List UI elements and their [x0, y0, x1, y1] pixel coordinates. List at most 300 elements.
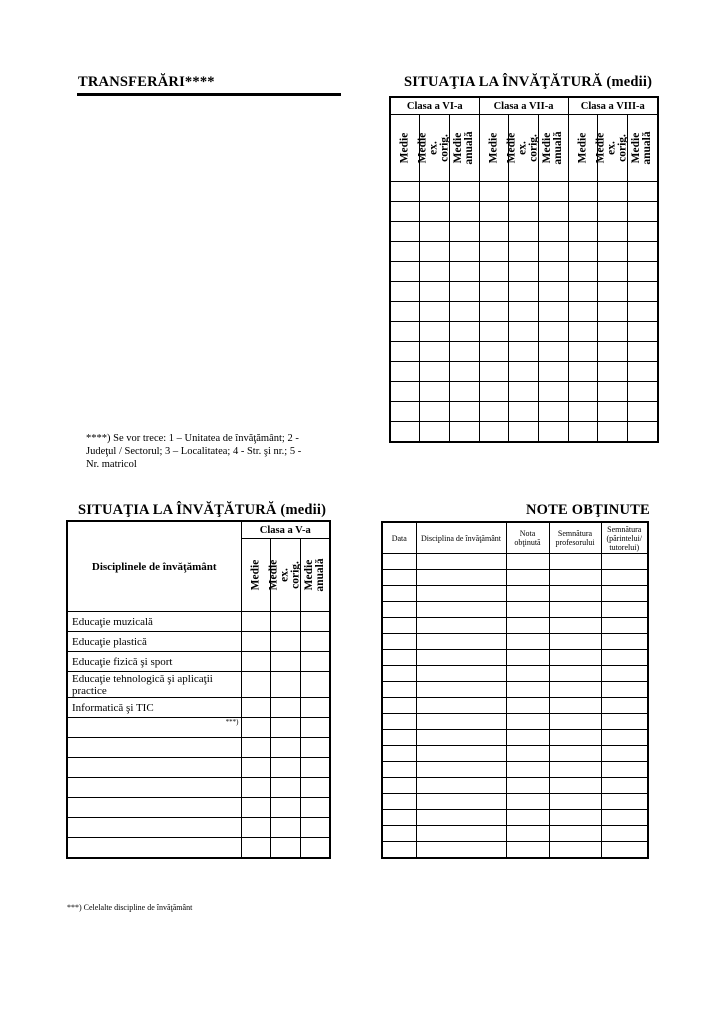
blank-cell [601, 778, 648, 794]
subject-name [67, 758, 241, 778]
grade-cell [241, 632, 270, 652]
blank-cell [416, 826, 506, 842]
col-header-grade: Nota obţinută [506, 522, 549, 554]
blank-cell [508, 402, 538, 422]
blank-cell [479, 362, 508, 382]
blank-cell [568, 402, 597, 422]
blank-row [382, 714, 648, 730]
blank-cell [449, 342, 479, 362]
grade-cell [300, 698, 330, 718]
blank-cell [568, 182, 597, 202]
blank-cell [549, 826, 601, 842]
blank-row [390, 402, 658, 422]
blank-cell [419, 382, 449, 402]
blank-row [382, 586, 648, 602]
blank-cell [382, 826, 416, 842]
col-header-medie-anuala: Medie anuală [538, 115, 568, 182]
subject-name: Educaţie tehnologică şi aplicaţii practice [67, 672, 241, 698]
blank-row [382, 778, 648, 794]
blank-row [67, 758, 330, 778]
blank-cell [382, 778, 416, 794]
grade-cell [270, 612, 300, 632]
blank-cell [601, 554, 648, 570]
blank-cell [601, 570, 648, 586]
blank-row [382, 666, 648, 682]
blank-cell [382, 746, 416, 762]
blank-cell [419, 262, 449, 282]
blank-cell [390, 382, 419, 402]
blank-cell [627, 362, 658, 382]
blank-cell [382, 586, 416, 602]
blank-cell [390, 242, 419, 262]
blank-cell [479, 422, 508, 442]
blank-cell [601, 842, 648, 859]
blank-cell [270, 738, 300, 758]
subject-name [67, 778, 241, 798]
blank-cell [416, 698, 506, 714]
blank-row [382, 650, 648, 666]
blank-cell [601, 634, 648, 650]
blank-cell [549, 554, 601, 570]
subject-name [67, 818, 241, 838]
blank-cell [601, 794, 648, 810]
blank-row [390, 262, 658, 282]
blank-cell [390, 282, 419, 302]
blank-cell [601, 666, 648, 682]
blank-cell [538, 222, 568, 242]
blank-cell [506, 618, 549, 634]
blank-cell [601, 714, 648, 730]
blank-cell [506, 810, 549, 826]
blank-cell [382, 570, 416, 586]
blank-cell [479, 322, 508, 342]
blank-cell [506, 682, 549, 698]
blank-cell [416, 794, 506, 810]
blank-cell [538, 242, 568, 262]
blank-cell [538, 182, 568, 202]
blank-cell [390, 402, 419, 422]
blank-cell [549, 634, 601, 650]
blank-cell [390, 202, 419, 222]
blank-row [67, 818, 330, 838]
blank-cell [568, 222, 597, 242]
blank-cell [506, 762, 549, 778]
blank-cell [506, 746, 549, 762]
blank-cell [419, 302, 449, 322]
blank-cell [479, 382, 508, 402]
blank-cell [549, 682, 601, 698]
blank-cell [419, 402, 449, 422]
blank-cell [241, 778, 270, 798]
blank-row [390, 302, 658, 322]
blank-cell [568, 242, 597, 262]
blank-cell [449, 322, 479, 342]
col-header-medie-corig: Medie ex. corig. [270, 539, 300, 612]
blank-row [382, 794, 648, 810]
blank-row [382, 570, 648, 586]
blank-cell [508, 382, 538, 402]
col-header-medie: Medie [390, 115, 419, 182]
blank-cell [538, 422, 568, 442]
blank-cell [508, 362, 538, 382]
blank-cell [382, 698, 416, 714]
blank-cell [568, 282, 597, 302]
blank-cell [479, 202, 508, 222]
blank-cell [597, 422, 627, 442]
blank-cell [382, 666, 416, 682]
grade-cell [241, 652, 270, 672]
blank-cell [416, 778, 506, 794]
grade-cell [300, 672, 330, 698]
blank-cell [597, 182, 627, 202]
blank-cell [382, 794, 416, 810]
blank-cell [597, 202, 627, 222]
blank-cell [549, 602, 601, 618]
blank-cell [549, 698, 601, 714]
blank-cell [597, 402, 627, 422]
grade-cell [241, 612, 270, 632]
blank-cell [270, 798, 300, 818]
blank-cell [508, 222, 538, 242]
blank-cell [568, 382, 597, 402]
blank-cell [538, 302, 568, 322]
blank-cell [597, 342, 627, 362]
subject-column-header: Disciplinele de învăţământ [67, 521, 241, 612]
blank-cell [627, 202, 658, 222]
group-header-v: Clasa a V-a [241, 521, 330, 539]
blank-cell [479, 342, 508, 362]
blank-cell [601, 730, 648, 746]
grades-table-upper [389, 96, 659, 443]
group-header-viii: Clasa a VIII-a [568, 97, 658, 115]
blank-cell [508, 242, 538, 262]
blank-row [382, 842, 648, 859]
blank-cell [419, 242, 449, 262]
blank-cell [416, 634, 506, 650]
blank-cell [538, 202, 568, 222]
grade-cell [270, 672, 300, 698]
blank-cell [382, 842, 416, 859]
blank-cell [601, 810, 648, 826]
blank-row [382, 730, 648, 746]
blank-cell [419, 282, 449, 302]
grade-cell [300, 718, 330, 738]
blank-cell [568, 202, 597, 222]
blank-row [382, 810, 648, 826]
blank-cell [479, 242, 508, 262]
grade-cell [300, 652, 330, 672]
blank-cell [449, 402, 479, 422]
blank-cell [416, 714, 506, 730]
blank-cell [416, 666, 506, 682]
grade-cell [270, 652, 300, 672]
blank-cell [449, 182, 479, 202]
blank-cell [449, 302, 479, 322]
blank-cell [449, 262, 479, 282]
blank-cell [506, 778, 549, 794]
blank-row [390, 282, 658, 302]
blank-cell [601, 682, 648, 698]
blank-cell [597, 242, 627, 262]
blank-cell [300, 818, 330, 838]
blank-row [390, 202, 658, 222]
blank-cell [508, 302, 538, 322]
blank-row [390, 182, 658, 202]
blank-row [390, 322, 658, 342]
grades-table-lower [66, 520, 331, 859]
lower-footnote: ***) Celelalte discipline de învăţământ [67, 903, 193, 912]
blank-cell [479, 282, 508, 302]
blank-cell [270, 758, 300, 778]
blank-row [382, 602, 648, 618]
blank-cell [538, 342, 568, 362]
blank-cell [597, 222, 627, 242]
grade-cell [241, 698, 270, 718]
col-header-parent-signature: Semnătura (părintelui/ tutorelui) [601, 522, 648, 554]
blank-cell [568, 322, 597, 342]
blank-cell [549, 650, 601, 666]
blank-row [382, 746, 648, 762]
blank-cell [506, 826, 549, 842]
blank-cell [506, 570, 549, 586]
blank-cell [601, 586, 648, 602]
blank-cell [270, 838, 300, 858]
blank-cell [449, 382, 479, 402]
blank-cell [506, 634, 549, 650]
blank-cell [419, 202, 449, 222]
blank-cell [568, 362, 597, 382]
blank-row [67, 738, 330, 758]
blank-cell [416, 618, 506, 634]
subject-name [67, 798, 241, 818]
grade-cell [300, 632, 330, 652]
blank-cell [597, 322, 627, 342]
blank-cell [538, 362, 568, 382]
blank-cell [416, 810, 506, 826]
blank-cell [601, 746, 648, 762]
blank-cell [597, 302, 627, 322]
blank-cell [508, 422, 538, 442]
blank-row [390, 382, 658, 402]
blank-cell [382, 810, 416, 826]
col-header-medie: Medie [479, 115, 508, 182]
transfers-title: TRANSFERĂRI**** [78, 74, 215, 90]
blank-cell [568, 342, 597, 362]
blank-cell [549, 778, 601, 794]
blank-cell [449, 202, 479, 222]
blank-cell [506, 666, 549, 682]
blank-cell [549, 570, 601, 586]
blank-cell [506, 602, 549, 618]
notes-table [381, 521, 649, 859]
col-header-medie: Medie [568, 115, 597, 182]
blank-cell [627, 422, 658, 442]
blank-cell [300, 738, 330, 758]
blank-cell [241, 818, 270, 838]
blank-row [382, 682, 648, 698]
blank-cell [270, 778, 300, 798]
blank-cell [538, 382, 568, 402]
blank-cell [382, 730, 416, 746]
blank-row [390, 422, 658, 442]
blank-cell [419, 222, 449, 242]
blank-cell [479, 402, 508, 422]
col-header-medie-corig: Medie ex. corig. [419, 115, 449, 182]
subject-name: Educaţie plastică [67, 632, 241, 652]
blank-cell [241, 758, 270, 778]
blank-cell [568, 262, 597, 282]
blank-cell [601, 826, 648, 842]
col-header-teacher-signature: Semnătura profesorului [549, 522, 601, 554]
blank-cell [627, 262, 658, 282]
subject-name [67, 738, 241, 758]
blank-cell [416, 746, 506, 762]
blank-cell [390, 182, 419, 202]
col-header-medie-anuala: Medie anuală [449, 115, 479, 182]
blank-row [67, 798, 330, 818]
col-header-medie-anuala: Medie anuală [627, 115, 658, 182]
blank-cell [601, 650, 648, 666]
blank-cell [538, 322, 568, 342]
blank-cell [601, 762, 648, 778]
blank-cell [506, 794, 549, 810]
col-header-data: Data [382, 522, 416, 554]
blank-cell [506, 586, 549, 602]
blank-cell [568, 422, 597, 442]
blank-cell [382, 554, 416, 570]
blank-cell [508, 342, 538, 362]
other-subjects-marker: ***) [67, 718, 241, 738]
blank-cell [506, 714, 549, 730]
blank-cell [597, 382, 627, 402]
blank-cell [597, 262, 627, 282]
blank-cell [416, 682, 506, 698]
blank-cell [300, 778, 330, 798]
blank-cell [419, 422, 449, 442]
blank-cell [479, 182, 508, 202]
blank-cell [300, 838, 330, 858]
grade-cell [241, 718, 270, 738]
blank-cell [627, 282, 658, 302]
blank-row [390, 222, 658, 242]
blank-cell [627, 322, 658, 342]
blank-cell [300, 758, 330, 778]
blank-cell [416, 650, 506, 666]
blank-row [67, 838, 330, 858]
blank-cell [601, 602, 648, 618]
blank-cell [568, 302, 597, 322]
blank-cell [449, 242, 479, 262]
blank-cell [627, 402, 658, 422]
blank-cell [549, 730, 601, 746]
blank-cell [627, 242, 658, 262]
blank-cell [419, 362, 449, 382]
blank-cell [382, 618, 416, 634]
notes-title: NOTE OBŢINUTE [526, 502, 650, 518]
blank-cell [416, 762, 506, 778]
col-header-discipline: Disciplina de învăţământ [416, 522, 506, 554]
grade-cell [270, 632, 300, 652]
blank-cell [449, 282, 479, 302]
blank-cell [416, 554, 506, 570]
blank-cell [241, 838, 270, 858]
grade-cell [241, 672, 270, 698]
blank-cell [627, 382, 658, 402]
blank-cell [506, 650, 549, 666]
blank-cell [601, 618, 648, 634]
blank-cell [416, 570, 506, 586]
blank-cell [549, 842, 601, 859]
blank-cell [390, 222, 419, 242]
situation-lower-title: SITUAŢIA LA ÎNVĂŢĂTURĂ (medii) [78, 502, 327, 518]
blank-cell [549, 666, 601, 682]
blank-cell [627, 302, 658, 322]
blank-cell [508, 322, 538, 342]
blank-cell [506, 698, 549, 714]
blank-cell [416, 730, 506, 746]
group-header-vii: Clasa a VII-a [479, 97, 568, 115]
blank-cell [506, 554, 549, 570]
blank-row [390, 342, 658, 362]
blank-cell [506, 730, 549, 746]
blank-cell [390, 342, 419, 362]
blank-cell [549, 762, 601, 778]
blank-cell [390, 262, 419, 282]
blank-cell [549, 586, 601, 602]
blank-cell [549, 746, 601, 762]
blank-cell [601, 698, 648, 714]
blank-cell [479, 222, 508, 242]
col-header-medie-anuala: Medie anuală [300, 539, 330, 612]
blank-row [67, 778, 330, 798]
blank-cell [416, 842, 506, 859]
col-header-medie-corig: Medie ex. corig. [597, 115, 627, 182]
blank-cell [508, 282, 538, 302]
situation-upper-title: SITUAŢIA LA ÎNVĂŢĂTURĂ (medii) [404, 74, 653, 90]
grade-cell [270, 718, 300, 738]
blank-cell [241, 738, 270, 758]
blank-cell [508, 182, 538, 202]
blank-cell [508, 202, 538, 222]
blank-cell [627, 182, 658, 202]
blank-cell [382, 682, 416, 698]
transfers-rule [77, 93, 341, 96]
blank-cell [390, 422, 419, 442]
blank-cell [419, 322, 449, 342]
blank-cell [538, 262, 568, 282]
blank-cell [549, 618, 601, 634]
blank-cell [416, 602, 506, 618]
blank-cell [419, 182, 449, 202]
blank-cell [382, 634, 416, 650]
blank-cell [382, 602, 416, 618]
blank-row [390, 242, 658, 262]
blank-cell [479, 262, 508, 282]
grade-cell [270, 698, 300, 718]
blank-row [382, 762, 648, 778]
blank-cell [416, 586, 506, 602]
blank-cell [390, 302, 419, 322]
blank-cell [390, 322, 419, 342]
blank-cell [449, 222, 479, 242]
blank-cell [449, 362, 479, 382]
blank-cell [627, 342, 658, 362]
blank-cell [627, 222, 658, 242]
subject-name: Educaţie fizică şi sport [67, 652, 241, 672]
col-header-medie-corig: Medie ex. corig. [508, 115, 538, 182]
blank-row [382, 698, 648, 714]
blank-cell [479, 302, 508, 322]
